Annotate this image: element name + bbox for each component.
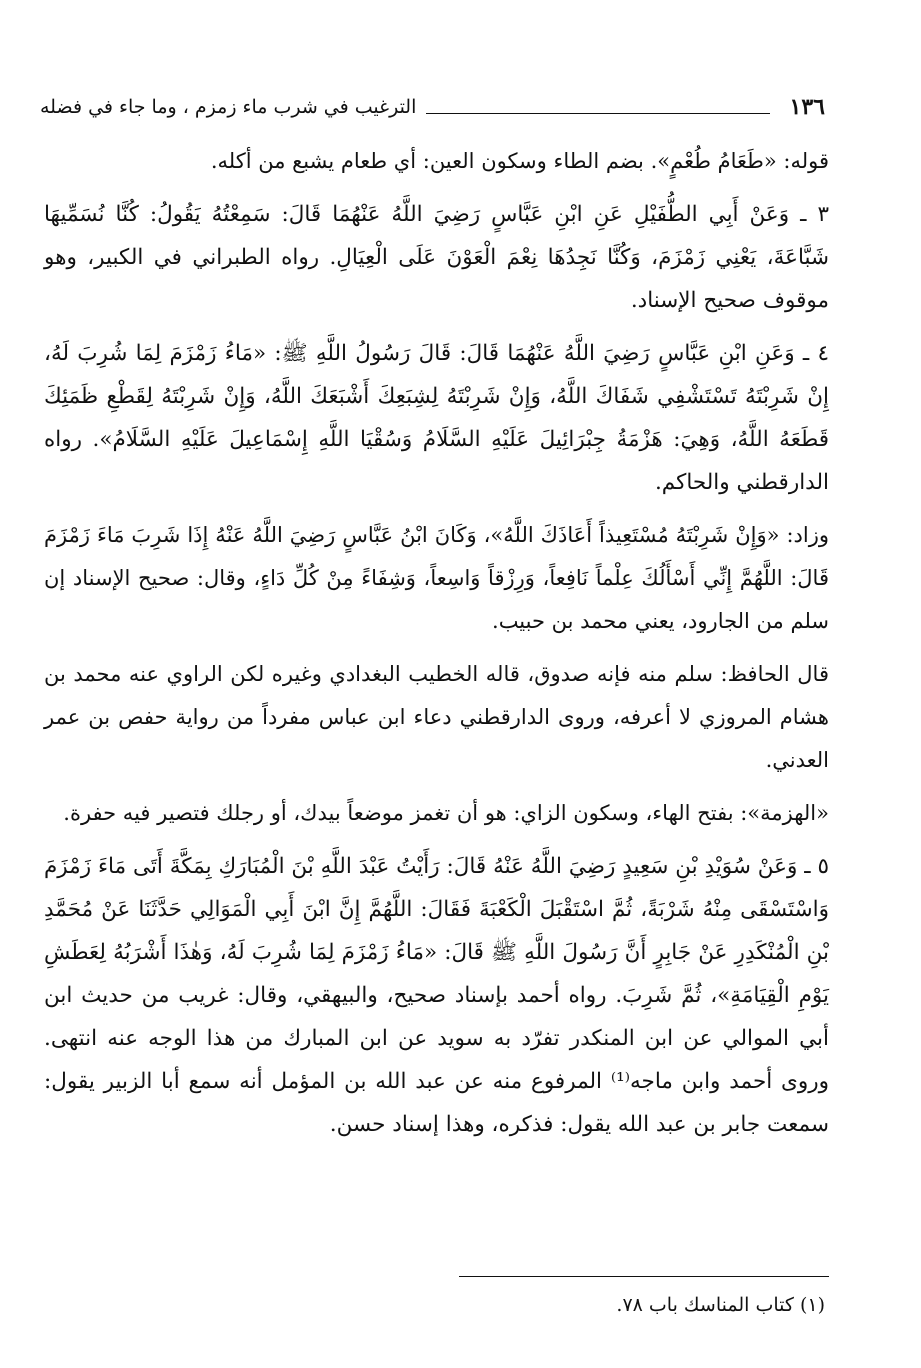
chapter-title: الترغيب في شرب ماء زمزم ، وما جاء في فضله xyxy=(40,96,417,118)
paragraph-hazma-definition: «الهزمة»: بفتح الهاء، وسكون الزاي: هو أن تغمز موضعاً بيدك، أو رجلك فتصير فيه حفرة. xyxy=(63,801,829,825)
paragraph-hadith-3: ٣ ـ وَعَنْ أَبِي الطُّفَيْلِ عَنِ ابْنِ عَبَّاسٍ رَضِيَ اللَّهُ عَنْهُمَا قَالَ: سَمِعْتُهُ يَقُولُ: كُنَّا نُسَمِّيهَا شَبَّاعَةَ، يَعْنِي زَمْزَمَ، وَكُنَّا نَجِدُهَا نِعْمَ الْعَوْنَ عَلَى الْعِيَالِ. رواه الطبراني في الكبير، وهو موقوف صحيح الإسناد. xyxy=(44,202,829,313)
paragraph-hadith-4: ٤ ـ وَعَنِ ابْنِ عَبَّاسٍ رَضِيَ اللَّهُ عَنْهُمَا قَالَ: قَالَ رَسُولُ اللَّهِ ﷺ: «مَاءُ زَمْزَمَ لِمَا شُرِبَ لَهُ، إِنْ شَرِبْتَهُ تَسْتَشْفِي شَفَاكَ اللَّهُ، وَإِنْ شَرِبْتَهُ لِشِبَعِكَ أَشْبَعَكَ اللَّهُ، وَإِنْ شَرِبْتَهُ لِقَطْعِ ظَمَئِكَ قَطَعَهُ اللَّهُ، وَهِيَ: هَزْمَةُ جِبْرَائِيلَ عَلَيْهِ السَّلَامُ وَسُقْيَا اللَّهِ إِسْمَاعِيلَ عَلَيْهِ السَّلَامُ». رواه الدارقطني والحاكم. xyxy=(44,341,829,495)
footnote: (١) كتاب المناسك باب ٧٨. xyxy=(616,1294,825,1316)
paragraph-hafiz-comment: قال الحافظ: سلم منه فإنه صدوق، قاله الخطيب البغدادي وغيره لكن الراوي عنه محمد بن هشام المروزي لا أعرفه، وروى الدارقطني دعاء ابن عباس مفرداً من رواية حفص بن عمر العدني. xyxy=(44,662,829,772)
running-header xyxy=(40,88,825,122)
header-rule xyxy=(426,113,769,114)
body-text xyxy=(44,140,829,1156)
footnote-rule xyxy=(459,1276,829,1277)
paragraph-note-taam: قوله: «طَعَامُ طُعْمٍ». بضم الطاء وسكون العين: أي طعام يشبع من أكله. xyxy=(210,149,829,173)
paragraph-addition: وزاد: «وَإِنْ شَرِبْتَهُ مُسْتَعِيذاً أَعَاذَكَ اللَّهُ»، وَكَانَ ابْنُ عَبَّاسٍ رَضِيَ اللَّهُ عَنْهُ إِذَا شَرِبَ مَاءَ زَمْزَمَ قَالَ: اللَّهُمَّ إِنِّي أَسْأَلُكَ عِلْماً نَافِعاً، وَرِزْقاً وَاسِعاً، وَشِفَاءً مِنْ كُلِّ دَاءٍ، وقال: صحيح الإسناد إن سلم من الجارود، يعني محمد بن حبيب. xyxy=(44,523,829,633)
paragraph-hadith-5: ٥ ـ وَعَنْ سُوَيْدِ بْنِ سَعِيدٍ رَضِيَ اللَّهُ عَنْهُ قَالَ: رَأَيْتُ عَبْدَ اللَّهِ بْنَ الْمُبَارَكِ بِمَكَّةَ أَتَى مَاءَ زَمْزَمَ وَاسْتَسْقَى مِنْهُ شَرْبَةً، ثُمَّ اسْتَقْبَلَ الْكَعْبَةَ فَقَالَ: اللَّهُمَّ إِنَّ ابْنَ أَبِي الْمَوَالِي حَدَّثَنَا عَنْ مُحَمَّدِ بْنِ الْمُنْكَدِرِ عَنْ جَابِرٍ أَنَّ رَسُولَ اللَّهِ ﷺ قَالَ: «مَاءُ زَمْزَمَ لِمَا شُرِبَ لَهُ، وَهٰذَا أَشْرَبُهُ لِعَطَشِ يَوْمِ الْقِيَامَةِ»، ثُمَّ شَرِبَ. رواه أحمد بإسناد صحيح، والبيهقي، وقال: غريب من حديث ابن أبي الموالي عن ابن المنكدر تفرّد به سويد عن ابن المبارك من هذا الوجه عنه انتهى. وروى أحمد وابن ماجه⁽¹⁾ المرفوع منه عن عبد الله بن المؤمل أنه سمع أبا الزبير يقول: سمعت جابر بن عبد الله يقول: فذكره، وهذا إسناد حسن. xyxy=(44,854,829,1137)
page-number: ١٣٦ xyxy=(789,94,825,120)
